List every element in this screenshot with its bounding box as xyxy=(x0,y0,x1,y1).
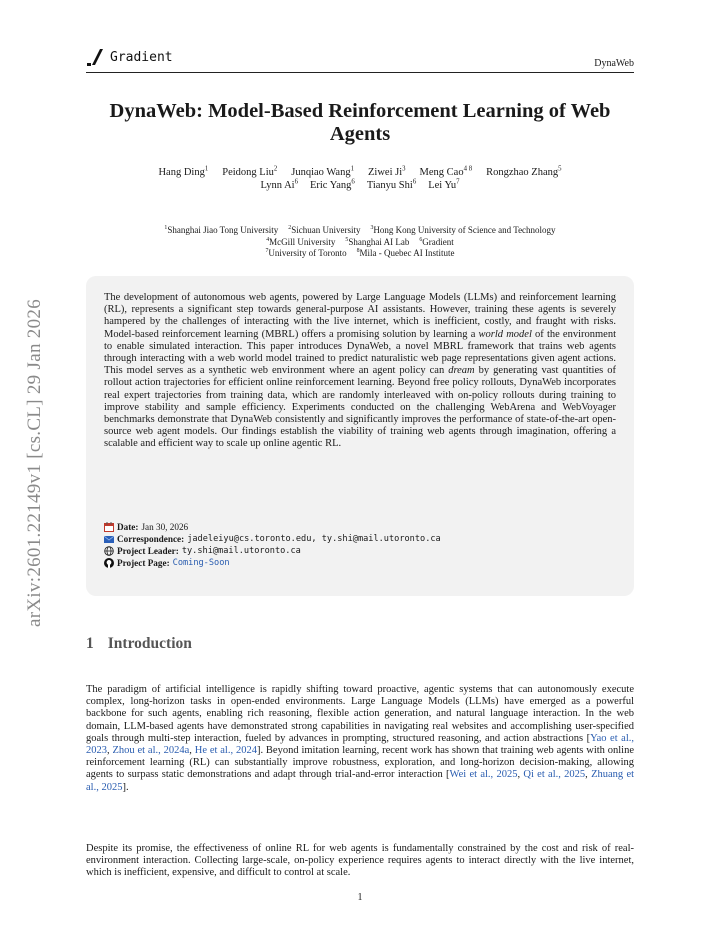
affiliation-name: Sichuan University xyxy=(291,225,361,235)
running-title: DynaWeb xyxy=(594,58,634,69)
affiliation xyxy=(370,225,555,235)
calendar-icon xyxy=(104,522,114,532)
author xyxy=(367,180,416,191)
author-name: Junqiao Wang xyxy=(291,167,351,178)
affiliation-marker: 8 xyxy=(356,248,360,255)
github-icon xyxy=(104,558,114,568)
gradient-logo-icon xyxy=(86,48,104,66)
author xyxy=(158,167,208,178)
author-name: Rongzhao Zhang xyxy=(486,167,559,178)
affiliation-marker: 3 xyxy=(370,225,374,231)
author-name: Tianyu Shi xyxy=(366,180,413,191)
project-page-row: Project Page: Coming-Soon xyxy=(104,557,441,569)
affiliation-marker: 5 xyxy=(345,236,349,243)
affiliation xyxy=(265,248,346,258)
arxiv-identifier: arXiv:2601.22149v1 [cs.CL] 29 Jan 2026 xyxy=(24,298,45,628)
author xyxy=(420,167,473,178)
affiliation-name: University of Toronto xyxy=(268,248,347,259)
affiliation-marker: 1 xyxy=(350,165,355,173)
author-list xyxy=(100,166,620,192)
author-name: Ziwei Ji xyxy=(368,167,403,178)
affiliation xyxy=(419,237,453,247)
affiliation-marker: 6 xyxy=(412,178,417,186)
affiliation-marker: 7 xyxy=(265,248,269,255)
author-line-2 xyxy=(100,179,620,192)
affiliation-marker: 6 xyxy=(294,178,298,186)
affiliation-name: Gradient xyxy=(422,236,454,247)
affiliation-marker: 1 xyxy=(204,165,209,173)
affiliation-marker: 6 xyxy=(351,178,355,186)
author-name: Eric Yang xyxy=(309,180,352,191)
affiliation-marker: 2 xyxy=(273,165,278,173)
author xyxy=(310,180,355,191)
author xyxy=(291,167,354,178)
affiliation-line-3 xyxy=(100,248,620,260)
paper-meta xyxy=(104,521,441,569)
author-name: Meng Cao xyxy=(419,167,464,178)
page-number: 1 xyxy=(357,892,363,903)
affiliation-name: Shanghai Jiao Tong University xyxy=(167,225,279,235)
envelope-icon xyxy=(104,534,114,544)
affiliation-marker: 1 xyxy=(164,225,168,231)
affiliation-marker: 3 xyxy=(402,165,406,173)
section-number: 1 xyxy=(86,635,94,652)
affiliation xyxy=(357,248,455,258)
author xyxy=(260,180,298,191)
arxiv-sidebar xyxy=(18,258,52,668)
affiliation-line-2 xyxy=(100,237,620,249)
affiliation-marker: 5 xyxy=(558,165,562,173)
gradient-logo xyxy=(86,48,173,66)
author-line-1 xyxy=(100,166,620,179)
world-model-emphasis: world model xyxy=(478,328,532,340)
affiliation-name: Shanghai AI Lab xyxy=(348,236,410,247)
citation-link[interactable]: Zhou et al., 2024a xyxy=(112,745,190,757)
dream-emphasis: dream xyxy=(448,365,475,377)
section-title: Introduction xyxy=(107,635,192,652)
project-page-link[interactable]: Coming-Soon xyxy=(172,558,230,568)
author-name: Peidong Liu xyxy=(222,167,274,178)
author xyxy=(486,167,561,178)
affiliation-name: McGill University xyxy=(269,236,336,247)
abstract-text: The development of autonomous web agents, powered by Large Language Models (LLMs) and reinforcement learning (RL), represents a significant step towards general-purpose AI assistants. However, training these agents is severely hampered by the challenges of interacting with the live internet, which is inefficient, costly, and fraught with risks. Model-based reinforcement learning (MBRL) offers a promising solution by learning a world model of the environment to enable simulated interaction. This paper introduces DynaWeb, a novel MBRL framework that trains web agents through interacting with a web world model trained to predict naturalistic web page representations given agent actions. This model serves as a synthetic web environment where an agent policy can dream by generating vast quantities of rollout action trajectories for efficient online reinforcement learning. Beyond free policy rollouts, DynaWeb incorporates real expert trajectories from training data, which are randomly interleaved with on-policy rollouts during training to improve stability and sample efficiency. Experiments conducted on the challenging WebArena and WebVoyager benchmarks demonstrate that DynaWeb consistently and significantly improves the performance of state-of-the-art open-source web agent models. Our findings establish the viability of training web agents through imagination, offering a scalable and efficient way to scale up online agentic RL. xyxy=(104,292,616,450)
citation-link[interactable]: Zhuang et al., 2025 xyxy=(86,769,635,793)
author xyxy=(428,180,459,191)
affiliation-marker: 4 xyxy=(266,236,270,243)
author-name: Hang Ding xyxy=(158,167,205,178)
affiliation-line-1 xyxy=(100,225,620,237)
affiliation-marker: 7 xyxy=(456,178,460,186)
citation-link[interactable]: Wei et al., 2025 xyxy=(449,769,518,781)
logo-text: Gradient xyxy=(110,49,173,65)
globe-icon xyxy=(104,546,114,556)
citation-link[interactable]: Qi et al., 2025 xyxy=(523,769,586,781)
section-heading xyxy=(86,635,206,653)
affiliation-marker: 4 8 xyxy=(463,165,473,173)
page-header xyxy=(86,46,634,73)
affiliation xyxy=(345,237,409,247)
affiliation-list xyxy=(100,225,620,260)
author xyxy=(222,167,277,178)
affiliation xyxy=(164,225,278,235)
affiliation-name: Mila - Quebec AI Institute xyxy=(359,248,455,259)
affiliation xyxy=(266,237,335,247)
intro-paragraph-2: Despite its promise, the effectiveness of online RL for web agents is fundamentally constrained by the cost and risk of real-environment interaction. Collecting large-scale, on-policy experience requires agents to interact directly with the live internet, which is inefficient, expensive, and difficult to control at scale. xyxy=(86,843,634,879)
author xyxy=(368,167,406,178)
correspondence-emails[interactable]: jadeleiyu@cs.toronto.edu, ty.shi@mail.utoronto.ca xyxy=(187,534,441,544)
affiliation xyxy=(288,225,360,235)
author-name: Lynn Ai xyxy=(260,180,295,191)
project-leader-email[interactable]: ty.shi@mail.utoronto.ca xyxy=(181,546,301,556)
date-row: Date: Jan 30, 2026 xyxy=(104,521,441,533)
affiliation-marker: 2 xyxy=(288,225,292,231)
citation-link[interactable]: Yao et al., 2023 xyxy=(86,732,634,757)
correspondence-row: Correspondence: jadeleiyu@cs.toronto.edu, ty.shi@mail.utoronto.ca xyxy=(104,533,441,545)
affiliation-marker: 6 xyxy=(419,236,423,243)
affiliation-name: Hong Kong University of Science and Technology xyxy=(373,225,556,235)
author-name: Lei Yu xyxy=(428,180,457,191)
paper-title: DynaWeb: Model-Based Reinforcement Learning of Web Agents xyxy=(109,100,611,145)
project-leader-row: Project Leader: ty.shi@mail.utoronto.ca xyxy=(104,545,441,557)
citation-link[interactable]: He et al., 2024 xyxy=(194,745,257,757)
intro-paragraph-1: The paradigm of artificial intelligence is rapidly shifting toward proactive, agentic systems that can autonomously execute complex, long-horizon tasks in open-ended environments. Large Language Models (LLMs) have emerged as a powerful backbone for such agents, enabling rich reasoning, flexible action generation, and natural language interaction. In the web domain, LLM-based agents have demonstrated strong capabilities in navigating real websites and accomplishing user-specified goals through multi-step interaction, fueled by advances in prompting, structured reasoning, and action abstractions [Yao et al., 2023, Zhou et al., 2024a, He et al., 2024]. Beyond imitation learning, recent work has shown that training web agents with online reinforcement learning (RL) can substantially improve robustness, exploration, and long-horizon decision-making, allowing agents to surpass static demonstrations and adapt through trial-and-error interaction [Wei et al., 2025, Qi et al., 2025, Zhuang et al., 2025]. xyxy=(86,684,635,793)
